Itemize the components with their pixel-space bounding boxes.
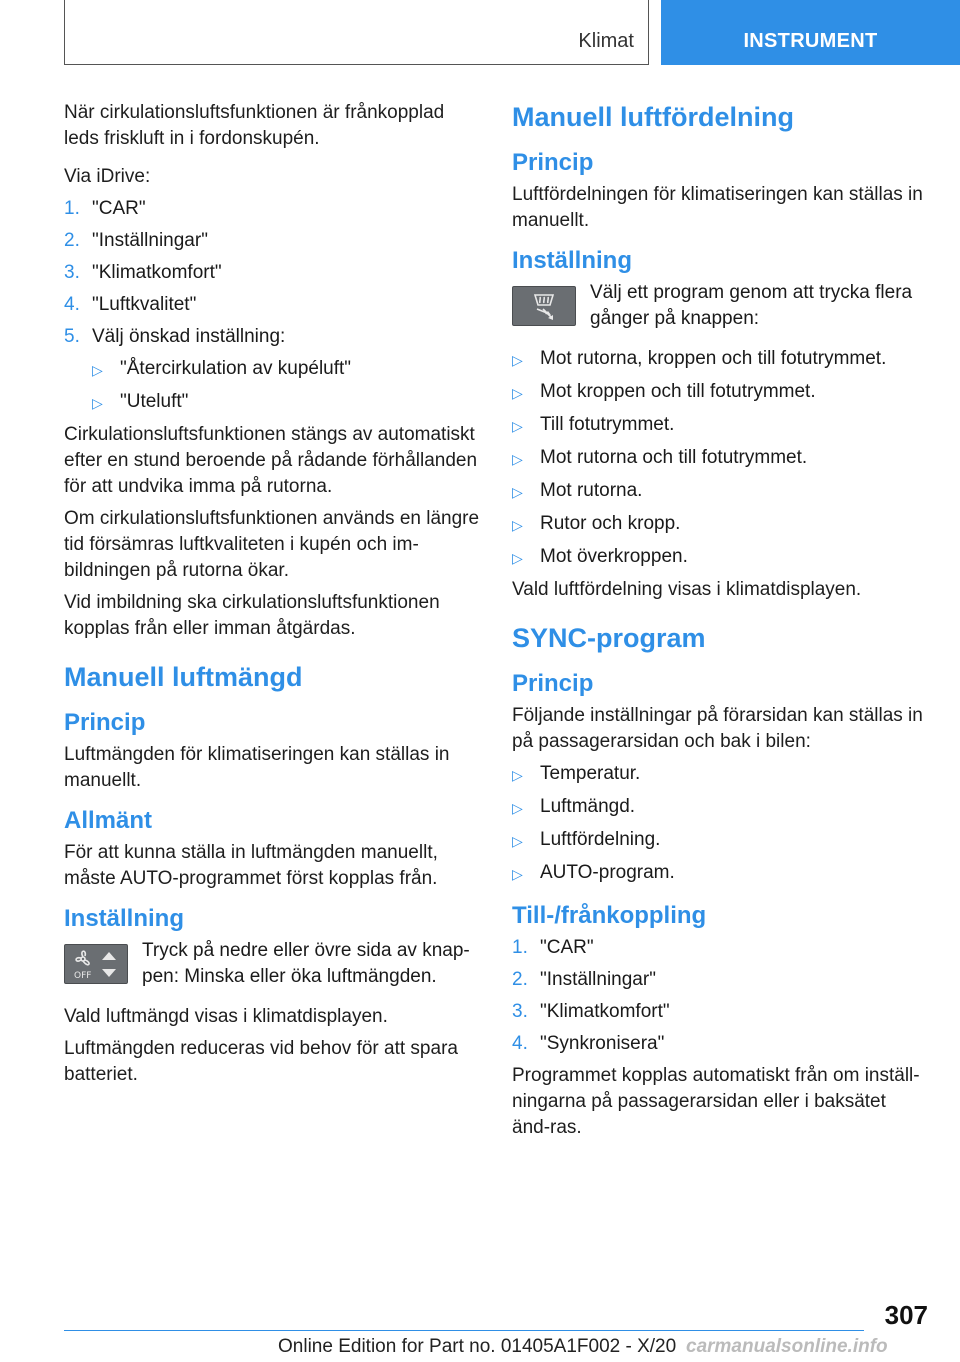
list-item: ▷ "Återcirkulation av kupéluft" bbox=[92, 356, 480, 383]
paragraph-air-quality: Om cirkulationsluftsfunktionen används en längre tid försämras luftkvaliteten i kupén och im-bildningen på rutorna ökar. bbox=[64, 508, 480, 581]
paragraph-auto-off: Cirkulationsluftsfunktionen stängs av automatiskt efter en stund beroende på rådande förhållanden för att undvika imma på rutorna. bbox=[64, 424, 478, 497]
triangle-bullet-icon: ▷ bbox=[512, 866, 523, 882]
list-item: ▷ Mot rutorna. bbox=[512, 478, 928, 505]
triangle-bullet-icon: ▷ bbox=[92, 395, 103, 411]
heading-manual-air-distribution: Manuell luftfördelning bbox=[512, 102, 794, 132]
air-distribution-button-icon bbox=[512, 286, 576, 326]
list-item: ▷ Mot rutorna, kroppen och till fotutrymmet. bbox=[512, 346, 928, 373]
heading-setting: Inställning bbox=[512, 247, 632, 274]
list-item: ▷ Luftfördelning. bbox=[512, 827, 928, 854]
section-title: Klimat bbox=[578, 30, 634, 52]
list-item: 2. "Inställningar" bbox=[64, 230, 208, 251]
heading-general: Allmänt bbox=[64, 807, 153, 834]
paragraph-principle: Luftmängden för klimatiseringen kan ställas in manuellt. bbox=[64, 744, 450, 791]
list-item: ▷ Temperatur. bbox=[512, 761, 928, 788]
paragraph-sync-auto-off: Programmet kopplas automatiskt från om inställ-ningarna på passagerarsidan eller i baksätet änd-ras. bbox=[512, 1065, 920, 1138]
heading-on-off: Till-/frånkoppling bbox=[512, 902, 707, 929]
paragraph-battery: Luftmängden reduceras vid behov för att spara batteriet. bbox=[64, 1038, 458, 1085]
triangle-bullet-icon: ▷ bbox=[512, 517, 523, 533]
list-item: ▷ Till fotutrymmet. bbox=[512, 412, 928, 439]
fan-button-row bbox=[64, 938, 480, 990]
triangle-bullet-icon: ▷ bbox=[512, 418, 523, 434]
heading-principle: Princip bbox=[64, 709, 146, 736]
fan-off-button-icon bbox=[64, 944, 128, 984]
paragraph-display-volume: Vald luftmängd visas i klimatdisplayen. bbox=[64, 1006, 388, 1027]
list-item: ▷ Mot rutorna och till fotutrymmet. bbox=[512, 445, 928, 472]
footer-divider bbox=[64, 1330, 864, 1331]
list-item: 4. "Luftkvalitet" bbox=[64, 294, 197, 315]
list-item: 3. "Klimatkomfort" bbox=[512, 1001, 670, 1022]
watermark: carmanualsonline.info bbox=[686, 1336, 888, 1357]
triangle-bullet-icon: ▷ bbox=[512, 767, 523, 783]
list-item: ▷ Luftmängd. bbox=[512, 794, 928, 821]
list-item: ▷ AUTO-program. bbox=[512, 860, 928, 887]
sync-settings bbox=[512, 761, 928, 887]
paragraph-fogging: Vid imbildning ska cirkulationsluftsfunktionen kopplas från eller imman åtgärdas. bbox=[64, 592, 440, 639]
triangle-bullet-icon: ▷ bbox=[512, 451, 523, 467]
paragraph-recirculation-off: När cirkulationsluftsfunktionen är frånkopplad leds friskluft in i fordonskupén. bbox=[64, 102, 445, 149]
list-item: 5. Välj önskad inställning: bbox=[64, 326, 286, 347]
header-section-box bbox=[64, 0, 649, 65]
air-distribution-button-description: Välj ett program genom att trycka flera gånger på knappen: bbox=[590, 282, 913, 329]
paragraph-general: För att kunna ställa in luftmängden manuellt, måste AUTO-programmet först kopplas från. bbox=[64, 842, 438, 889]
list-item: 4. "Synkronisera" bbox=[512, 1033, 665, 1054]
air-distribution-button-row bbox=[512, 280, 928, 332]
list-item: ▷ Mot överkroppen. bbox=[512, 544, 928, 571]
page-number: 307 bbox=[884, 1300, 928, 1330]
chapter-tab-label: INSTRUMENT bbox=[743, 30, 878, 52]
heading-sync-program: SYNC-program bbox=[512, 623, 706, 653]
paragraph-sync-principle: Följande inställningar på förarsidan kan ställas in på passagerarsidan och bak i bilen: bbox=[512, 705, 923, 752]
list-item: ▷ Mot kroppen och till fotutrymmet. bbox=[512, 379, 928, 406]
chapter-tab bbox=[661, 0, 960, 65]
triangle-bullet-icon: ▷ bbox=[512, 833, 523, 849]
triangle-bullet-icon: ▷ bbox=[512, 550, 523, 566]
svg-text:OFF: OFF bbox=[74, 971, 92, 981]
list-item: 1. "CAR" bbox=[512, 937, 594, 958]
list-item: ▷ "Uteluft" bbox=[92, 389, 480, 416]
list-item: ▷ Rutor och kropp. bbox=[512, 511, 928, 538]
air-distribution-programs bbox=[512, 346, 928, 571]
list-item: 1. "CAR" bbox=[64, 198, 146, 219]
right-column bbox=[512, 100, 928, 1153]
triangle-bullet-icon: ▷ bbox=[512, 800, 523, 816]
heading-principle: Princip bbox=[512, 149, 594, 176]
idrive-steps bbox=[64, 196, 480, 350]
recirculation-options bbox=[92, 356, 480, 416]
triangle-bullet-icon: ▷ bbox=[512, 484, 523, 500]
sync-steps bbox=[512, 935, 928, 1057]
triangle-bullet-icon: ▷ bbox=[512, 385, 523, 401]
heading-manual-air-volume: Manuell luftmängd bbox=[64, 662, 303, 692]
triangle-bullet-icon: ▷ bbox=[92, 362, 103, 378]
via-idrive-label: Via iDrive: bbox=[64, 166, 151, 187]
paragraph-principle: Luftfördelningen för klimatiseringen kan ställas in manuellt. bbox=[512, 184, 923, 231]
fan-button-description: Tryck på nedre eller övre sida av knap-pen: Minska eller öka luftmängden. bbox=[142, 940, 470, 987]
triangle-bullet-icon: ▷ bbox=[512, 352, 523, 368]
paragraph-display-distribution: Vald luftfördelning visas i klimatdisplayen. bbox=[512, 579, 862, 600]
list-item: 3. "Klimatkomfort" bbox=[64, 262, 222, 283]
list-item: 2. "Inställningar" bbox=[512, 969, 656, 990]
heading-setting: Inställning bbox=[64, 905, 184, 932]
left-column bbox=[64, 100, 480, 1100]
footer-edition: Online Edition for Part no. 01405A1F002 - X/20 bbox=[278, 1336, 677, 1357]
heading-principle-sync: Princip bbox=[512, 670, 594, 697]
